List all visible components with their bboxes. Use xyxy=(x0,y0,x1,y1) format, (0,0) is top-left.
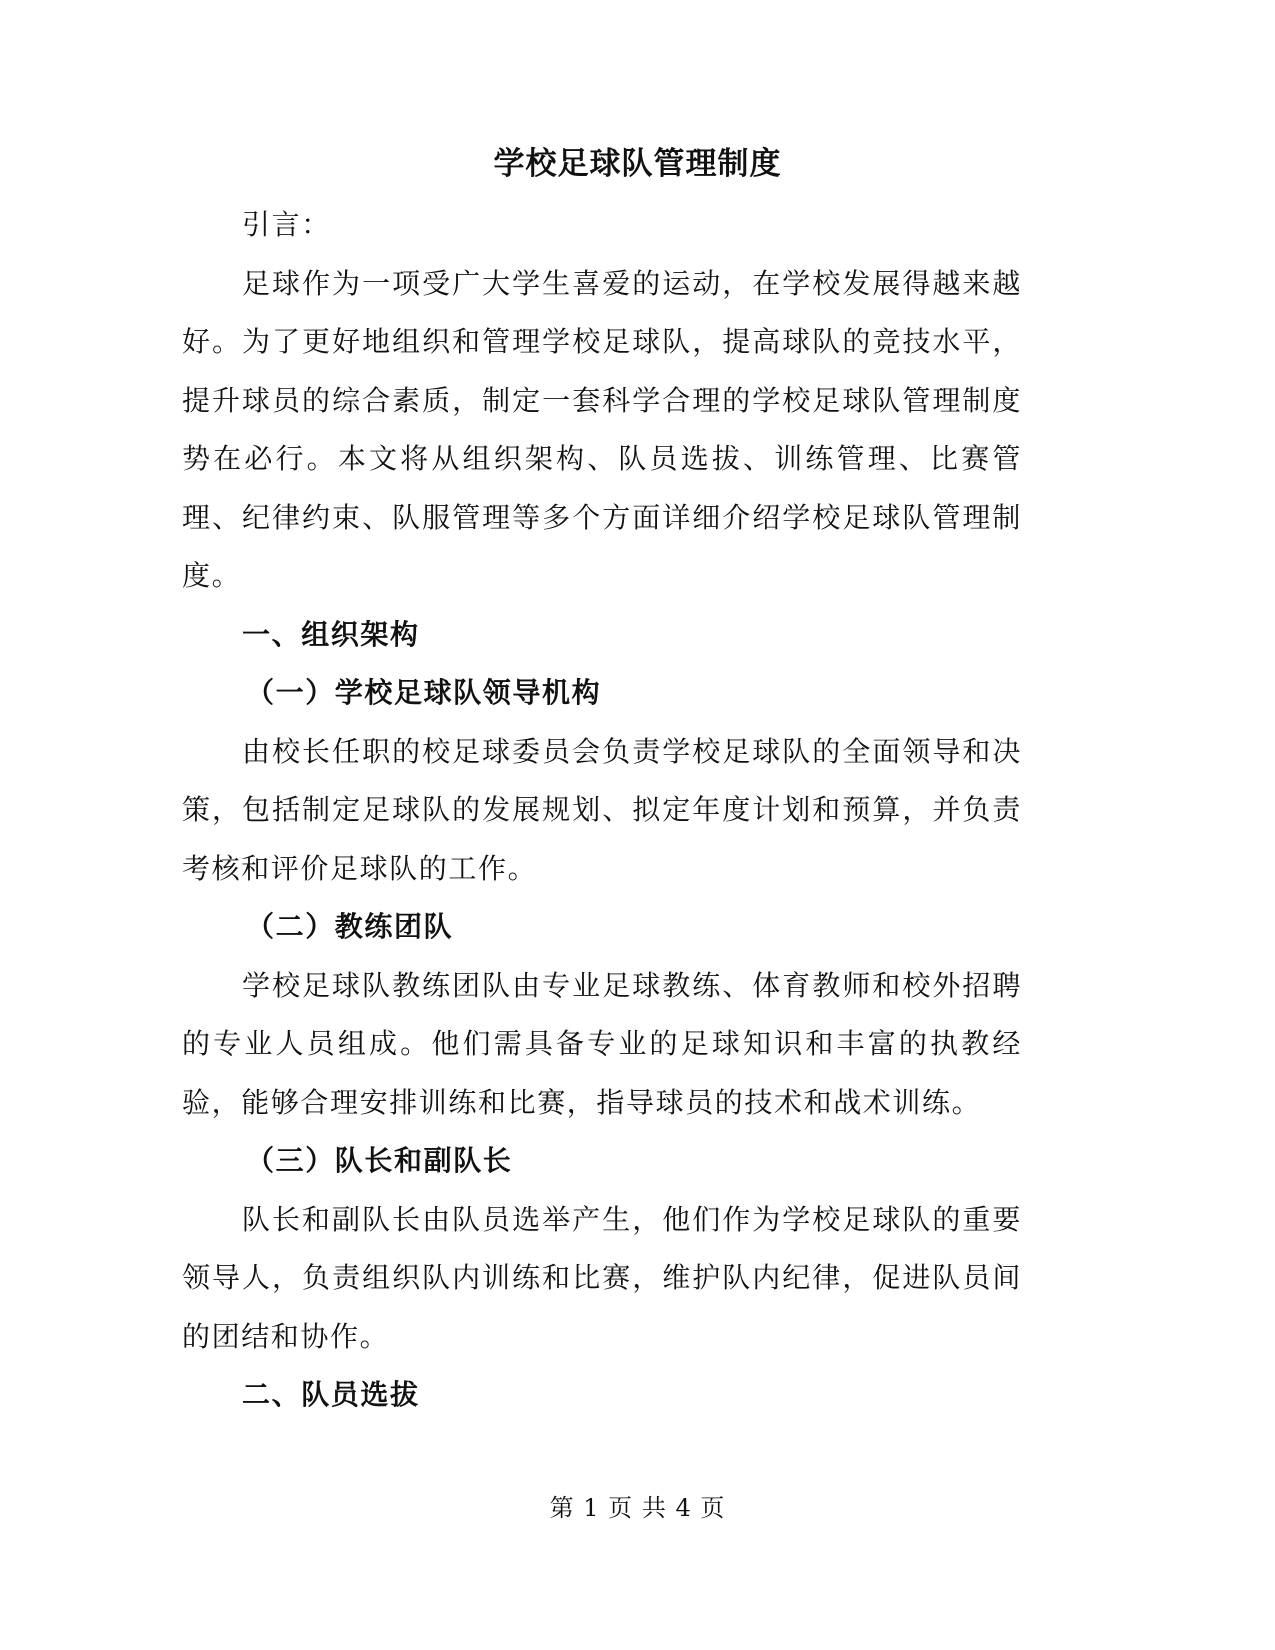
document-title: 学校足球队管理制度 xyxy=(493,146,782,182)
footer-label-unit: 页 xyxy=(608,1494,634,1522)
document-body xyxy=(182,196,1022,1425)
footer-label-page: 第 xyxy=(549,1494,575,1522)
section-1-2-heading: （二）教练团队 xyxy=(246,910,454,943)
footer-current-page: 1 xyxy=(583,1494,600,1522)
intro-label: 引言： xyxy=(242,208,331,241)
section-1-heading: 一、组织架构 xyxy=(242,617,420,651)
section-1-1-heading: （一）学校足球队领导机构 xyxy=(246,676,602,709)
footer-label-total: 共 xyxy=(641,1494,667,1522)
section-1-3-heading: （三）队长和副队长 xyxy=(246,1144,513,1177)
section-2-heading: 二、队员选拔 xyxy=(242,1378,420,1411)
footer-total-pages: 4 xyxy=(675,1494,692,1522)
section-1-2-paragraph: 学校足球队教练团队由专业足球教练、体育教师和校外招聘的专业人员组成。他们需具备专业的足球知识和丰富的执教经验，能够合理安排训练和比赛，指导球员的技术和战术训练。 xyxy=(182,968,1022,1119)
section-1-3-paragraph: 队长和副队长由队员选举产生，他们作为学校足球队的重要领导人，负责组织队内训练和比赛，维护队内纪律，促进队员间的团结和协作。 xyxy=(182,1202,1022,1353)
page-footer xyxy=(0,1490,1275,1526)
footer-label-unit-2: 页 xyxy=(700,1494,726,1522)
section-1-1-paragraph: 由校长任职的校足球委员会负责学校足球队的全面领导和决策，包括制定足球队的发展规划、拟定年度计划和预算，并负责考核和评价足球队的工作。 xyxy=(182,734,1022,885)
intro-paragraph: 足球作为一项受广大学生喜爱的运动，在学校发展得越来越好。为了更好地组织和管理学校足球队，提高球队的竞技水平，提升球员的综合素质，制定一套科学合理的学校足球队管理制度势在必行。本文将从组织架构、队员选拔、训练管理、比赛管理、纪律约束、队服管理等多个方面详细介绍学校足球队管理制度。 xyxy=(182,266,1022,592)
